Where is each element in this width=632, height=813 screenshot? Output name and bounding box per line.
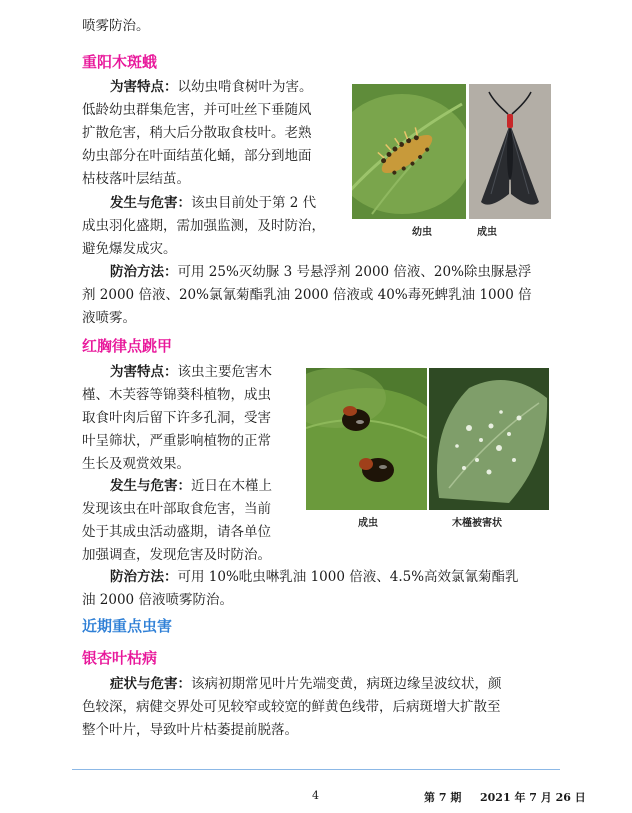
footer-divider: [72, 769, 560, 770]
issue-number: 第 7 期: [424, 791, 462, 804]
section1-occurrence: 发生与危害：该虫目前处于第 2 代 成虫羽化盛期，需加强监测，及时防治， 避免爆发成灾。: [82, 195, 325, 257]
issue-date: 2021 年 7 月 26 日: [480, 791, 586, 804]
section3-symptom: 症状与危害：该病初期常见叶片先端变黄，病斑边缘呈波纹状，颜 色较深，病健交界处可见较窄或较宽的鲜黄色线带，后病斑增大扩散至 整个叶片，导致叶片枯萎提前脱落。: [82, 676, 502, 738]
section3-title: 银杏叶枯病: [82, 649, 158, 667]
section2-feature: 为害特点：该虫主要危害木 槿、木芙蓉等锦葵科植物，成虫 取食叶肉后留下许多孔洞，受害 叶呈筛状，严重影响植物的正常 生长及观赏效果。: [82, 364, 272, 472]
caption-hibiscus-damage: 木槿被害状: [452, 518, 502, 529]
section1-occur-label: 发生与危害：: [110, 195, 191, 211]
section2-occurrence: 发生与危害：近日在木槿上 发现该虫在叶部取食危害，当前 处于其成虫活动盛期，请各单位 加强调查，发现危害及时防治。: [82, 478, 272, 563]
recent-pests-heading: 近期重点虫害: [82, 617, 173, 635]
section3-symptom-label: 症状与危害：: [110, 676, 191, 692]
section2-control: 防治方法：可用 10%吡虫啉乳油 1000 倍液、4.5%高效氯氰菊酯乳 油 2000 倍液喷雾防治。: [82, 569, 519, 608]
intro-tail: 喷雾防治。: [82, 18, 150, 34]
section1-feature: 为害特点：以幼虫啃食树叶为害。 低龄幼虫群集危害，并可吐丝下垂随风 扩散危害，稍大后分散取食枝叶。老熟 幼虫部分在叶面结茧化蛹，部分到地面 枯枝落叶层结茧。: [82, 79, 313, 187]
adult-moth-photo: [469, 84, 551, 219]
caption-larva: 幼虫: [412, 227, 432, 238]
section2-control-label: 防治方法：: [110, 569, 178, 585]
section1-control: 防治方法：可用 25%灭幼脲 3 号悬浮剂 2000 倍液、20%除虫脲悬浮 剂 2000 倍液、20%氯氰菊酯乳油 2000 倍液或 40%毒死蜱乳油 1000 倍 液喷雾。: [82, 264, 532, 326]
section1-control-label: 防治方法：: [110, 264, 178, 280]
beetle-image: [306, 368, 427, 510]
section1-feature-label: 为害特点：: [110, 79, 178, 95]
hibiscus-damage-photo: [429, 368, 549, 510]
page-number: 4: [312, 789, 319, 802]
beetle-adult-photo: [306, 368, 427, 510]
caption-beetle-adult: 成虫: [358, 518, 378, 529]
damaged-leaf-image: [429, 368, 549, 510]
section2-occur-label: 发生与危害：: [110, 478, 191, 494]
section2-title: 红胸律点跳甲: [82, 337, 173, 355]
larva-photo: [352, 84, 466, 219]
larva-image: [352, 84, 466, 219]
moth-image: [469, 84, 551, 219]
caption-adult-moth: 成虫: [477, 227, 497, 238]
section1-title: 重阳木斑蛾: [82, 53, 158, 71]
section2-feature-label: 为害特点：: [110, 364, 178, 380]
